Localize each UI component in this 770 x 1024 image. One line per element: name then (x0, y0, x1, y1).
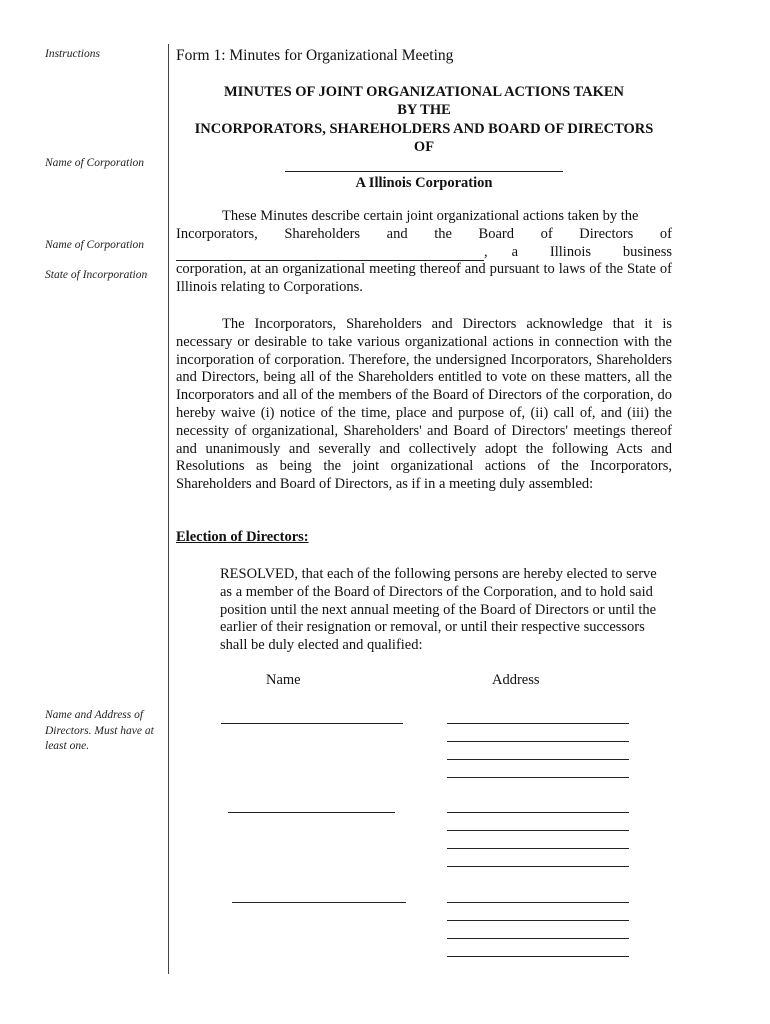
heading-line-4: OF (413, 139, 435, 155)
para1-line2-word-3: the (434, 225, 452, 242)
para1-line2-word-7: of (659, 225, 672, 242)
corporation-name-blank-2[interactable] (176, 247, 484, 261)
director-3-address-blank-3[interactable] (447, 938, 629, 939)
paragraph-1 (176, 208, 672, 297)
address-column-header: Address (492, 672, 540, 688)
para1-line3-word-0: a (511, 243, 519, 260)
director-3-address-blank-4[interactable] (447, 956, 629, 957)
resolved-paragraph: RESOLVED, that each of the following persons are hereby elected to serve as a member of the Board of Directors of the Corporation, and to hold said position until the next annual meeting of the Board of Directors or until the earlier of their resignation or removal, or until their respective successors shall be duly elected and qualified: (220, 566, 657, 654)
director-1-address-blank-4[interactable] (447, 777, 629, 778)
director-3-name-blank[interactable] (232, 902, 406, 903)
director-1-address-blank-3[interactable] (447, 759, 629, 760)
para1-line2-word-2: and (386, 225, 408, 242)
para1-line2 (176, 226, 672, 244)
form-title: Form 1: Minutes for Organizational Meeting (176, 47, 454, 64)
name-of-corporation-note-2: Name of Corporation (45, 239, 145, 251)
para1-line1 (176, 208, 672, 226)
name-column-header: Name (266, 672, 301, 688)
para1-line3-word-1: Illinois (549, 243, 591, 260)
corporation-name-blank[interactable] (285, 171, 563, 172)
para1-line2-word-5: of (540, 225, 553, 242)
margin-divider (168, 44, 169, 974)
paragraph-2-text: The Incorporators, Shareholders and Directors acknowledge that it is necessary or desirable to take various organizational actions in connection with the incorporation of corporation. Therefore, the undersigned Incorporators, Shareholders and Directors, being all of the Shareholders entitled to vote on these matters, all the Incorporators and all of the members of the Board of Directors of the corporation, do hereby waive (i) notice of the time, place and purpose of, (ii) call of, and (iii) the necessity of organizational, Shareholders' and Board of Directors' meetings thereof and unanimously and severally and collectively adopt the following Acts and Resolutions as being the joint organizational actions of the Incorporators, Shareholders and Board of Directors, as if in a meeting duly assembled: (176, 316, 672, 493)
directors-note: Name and Address of Directors. Must have at least one. (45, 709, 154, 752)
paragraph-2 (176, 316, 672, 494)
state-of-incorporation-note: State of Incorporation (45, 269, 148, 281)
director-1-address-blank-1[interactable] (447, 723, 629, 724)
para1-line2-word-4: Board (478, 225, 514, 242)
para1-line1-text: These Minutes describe certain joint organizational actions taken by the (222, 208, 639, 224)
director-1-name-blank[interactable] (221, 723, 403, 724)
director-1-address-blank-2[interactable] (447, 741, 629, 742)
director-3-address-blank-1[interactable] (447, 902, 629, 903)
para1-line2-word-1: Shareholders (284, 225, 361, 242)
comma: , (484, 243, 488, 260)
heading-line-2: BY THE (397, 102, 451, 118)
corporation-type: A Illinois Corporation (355, 175, 493, 191)
director-2-name-blank[interactable] (228, 812, 395, 813)
director-2-address-blank-2[interactable] (447, 830, 629, 831)
director-2-address-blank-1[interactable] (447, 812, 629, 813)
director-3-address-blank-2[interactable] (447, 920, 629, 921)
heading-line-1: MINUTES OF JOINT ORGANIZATIONAL ACTIONS TAKEN (223, 84, 625, 100)
name-of-corporation-note: Name of Corporation (45, 157, 145, 169)
para1-line3-word-2: business (622, 243, 672, 260)
para1-line2-word-6: Directors (579, 225, 634, 242)
director-2-address-blank-4[interactable] (447, 866, 629, 867)
para1-rest: corporation, at an organizational meeting thereof and pursuant to laws of the State of Illinois relating to Corporations. (176, 261, 672, 296)
para1-line3-words (488, 244, 672, 262)
heading-line-3: INCORPORATORS, SHAREHOLDERS AND BOARD OF DIRECTORS (194, 121, 654, 137)
director-2-address-blank-3[interactable] (447, 848, 629, 849)
instructions-label: Instructions (45, 48, 100, 60)
para1-line3 (176, 244, 672, 262)
election-of-directors-heading: Election of Directors: (176, 529, 309, 545)
para1-line2-word-0: Incorporators, (176, 225, 258, 242)
